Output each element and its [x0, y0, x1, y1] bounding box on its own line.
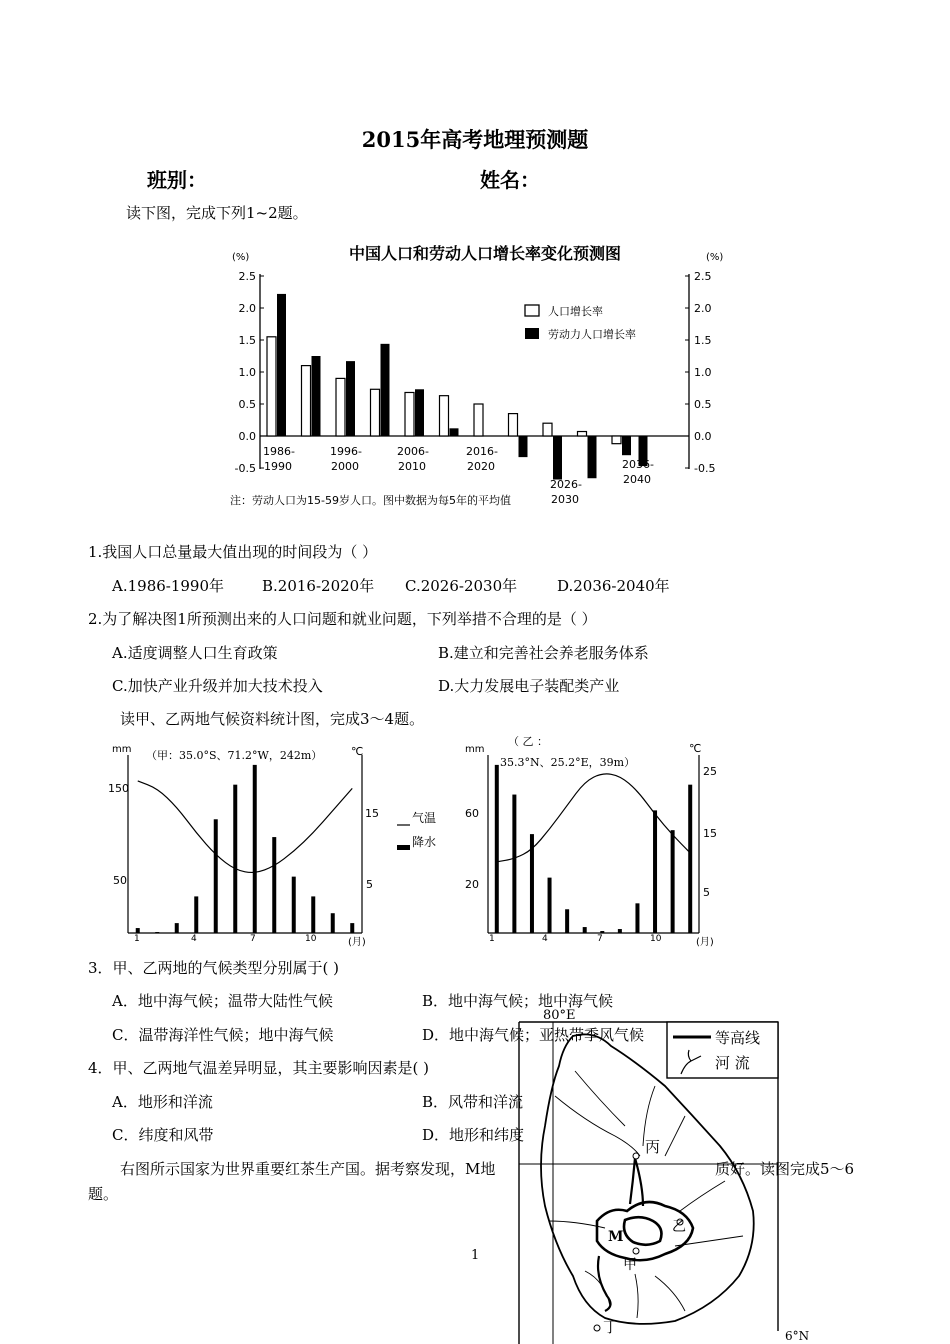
bar-labor-2021-2025: [519, 436, 528, 457]
yi-title-line2: 35.3°N、25.2°E，39m）: [500, 756, 636, 769]
bar-labor-1996-2000: [346, 361, 355, 436]
y-tick-label-left: 1.5: [238, 334, 256, 347]
river: [635, 1274, 638, 1318]
jia-xtick-4: 4: [191, 934, 197, 944]
jia-rtick-15: 15: [365, 807, 379, 820]
yi-ytick-60: 60: [465, 807, 479, 820]
yi-ytick-20: 20: [465, 878, 479, 891]
bar-population-1991-1995: [302, 366, 311, 436]
precip-bar-month-8: [272, 837, 276, 933]
place-ding-label: 丁: [603, 1318, 619, 1336]
precip-bar-month-10: [653, 810, 657, 933]
place-yi-label: 乙: [672, 1219, 686, 1235]
precip-bar-month-3: [175, 923, 179, 933]
chart-note: 注：劳动人口为15-59岁人口。图中数据为每5年的平均值: [230, 494, 511, 507]
legend-label-labor: 劳动力人口增长率: [548, 328, 636, 341]
page-title: 2015年高考地理预测题: [361, 127, 589, 152]
jia-temperature-line: [138, 781, 353, 872]
x-tick-label: 1996-: [330, 445, 362, 458]
q3-option-c[interactable]: C．温带海洋性气候；地中海气候: [112, 1026, 334, 1044]
jia-xtick-1: 1: [134, 934, 140, 944]
population-growth-chart: [220, 236, 740, 516]
yi-unit-mm: mm: [465, 744, 485, 755]
bar-population-2036-2040: [612, 436, 621, 444]
yi-rtick-5: 5: [703, 886, 710, 899]
x-tick-label: 2000: [331, 460, 359, 473]
y-tick-label-left: 0.5: [238, 398, 256, 411]
q2-stem: 2.为了解决图1所预测出来的人口问题和就业问题，下列举措不合理的是（ ）: [88, 610, 597, 628]
precip-bar-month-6: [583, 927, 587, 933]
yi-xtick-4: 4: [542, 934, 548, 944]
jia-xtick-10: 10: [305, 934, 317, 944]
precip-bar-month-10: [311, 896, 315, 933]
precip-bar-month-8: [618, 929, 622, 933]
jia-unit-mm: mm: [112, 744, 132, 755]
precip-bar-month-12: [350, 923, 354, 933]
precip-bar-month-4: [194, 896, 198, 933]
precip-bar-month-6: [233, 785, 237, 933]
precip-bar-month-2: [155, 932, 159, 933]
legend-label-population: 人口增长率: [548, 305, 603, 318]
bar-population-1986-1990: [267, 337, 276, 436]
q2-option-b[interactable]: B.建立和完善社会养老服务体系: [438, 644, 649, 662]
legend-river-label: 河 流: [715, 1054, 750, 1072]
bar-labor-1986-1990: [277, 294, 286, 436]
q1-stem: 1.我国人口总量最大值出现的时间段为（ ）: [88, 543, 378, 561]
x-tick-label: 2020: [467, 460, 495, 473]
precip-bar-month-11: [331, 913, 335, 933]
legend-swatch-labor: [525, 328, 539, 339]
bar-labor-1991-1995: [312, 356, 321, 436]
jia-title: （甲：35.0°S、71.2°W，242m）: [146, 749, 323, 762]
section3-intro-tail: 质好。读图完成5～6: [715, 1160, 855, 1178]
yi-xtick-7: 7: [597, 934, 603, 944]
x-tick-label: 2010: [398, 460, 426, 473]
q1-option-c[interactable]: C.2026-2030年: [405, 577, 518, 595]
y-tick-label-left: 1.0: [238, 366, 256, 379]
y-tick-label-left: 2.0: [238, 302, 256, 315]
precip-bar-month-1: [136, 928, 140, 933]
precip-bar-month-2: [512, 795, 516, 933]
legend-precip-label: 降水: [412, 835, 437, 849]
precip-bar-month-4: [548, 878, 552, 933]
river: [575, 1071, 625, 1126]
place-bing-label: 丙: [645, 1138, 661, 1156]
bar-population-2026-2030: [543, 423, 552, 436]
q1-option-d[interactable]: D.2036-2040年: [557, 577, 670, 595]
q4-stem: 4．甲、乙两地气温差异明显，其主要影响因素是( ): [88, 1059, 430, 1077]
q2-option-c[interactable]: C.加快产业升级并加大技术投入: [112, 677, 323, 695]
section1-intro: 读下图，完成下列1~2题。: [126, 204, 308, 222]
contour-line-inner: [624, 1217, 661, 1245]
place-ding-marker: [594, 1325, 600, 1331]
class-label: 班别：: [147, 168, 207, 192]
x-tick-label: 2036-: [622, 458, 654, 471]
jia-rtick-5: 5: [366, 878, 373, 891]
yi-title-line1: （ 乙 ：: [508, 735, 548, 748]
q4-option-c[interactable]: C．纬度和风带: [112, 1126, 214, 1144]
y-tick-label-right: 0.0: [694, 430, 712, 443]
country-map: [515, 1006, 815, 1344]
jia-xlabel: (月): [348, 937, 366, 948]
y-tick-label-left: 2.5: [238, 270, 256, 283]
y-tick-label-right: 1.5: [694, 334, 712, 347]
q3-stem: 3．甲、乙两地的气候类型分别属于( ): [88, 959, 340, 977]
y-tick-label-left: -0.5: [234, 462, 256, 475]
yi-rtick-15: 15: [703, 827, 717, 840]
section3-intro: 右图所示国家为世界重要红茶生产国。据考察发现，M地: [120, 1160, 496, 1178]
precip-bar-month-9: [635, 903, 639, 933]
jia-ytick-50: 50: [113, 874, 127, 887]
q1-option-a[interactable]: A.1986-1990年: [112, 577, 225, 595]
precip-bar-month-9: [292, 877, 296, 933]
precip-bar-month-5: [565, 909, 569, 933]
x-tick-label: 2026-: [550, 478, 582, 491]
chart-title: 中国人口和劳动人口增长率变化预测图: [348, 244, 622, 263]
bar-labor-2011-2015: [450, 428, 459, 436]
y-tick-label-right: 2.0: [694, 302, 712, 315]
jia-xtick-7: 7: [250, 934, 256, 944]
section3-intro-end: 题。: [88, 1185, 119, 1203]
yi-unit-c: ℃: [689, 742, 702, 755]
river: [585, 1271, 610, 1306]
yi-xtick-10: 10: [650, 934, 662, 944]
place-m-label: M: [608, 1229, 624, 1245]
bar-labor-2031-2035: [588, 436, 597, 478]
climate-chart-yi: [465, 735, 717, 948]
q3-option-b[interactable]: B．地中海气候；地中海气候: [422, 992, 614, 1010]
jia-ytick-150: 150: [108, 782, 129, 795]
q2-option-a[interactable]: A.适度调整人口生育政策: [112, 644, 278, 662]
bar-labor-2006-2010: [415, 389, 424, 436]
climate-charts: [100, 735, 740, 955]
longitude-label: 80°E: [543, 1008, 576, 1023]
bar-labor-2036-2040: [622, 436, 631, 455]
q3-option-d[interactable]: D．地中海气候；亚热带季风气候: [422, 1026, 645, 1044]
bar-population-2031-2035: [578, 432, 587, 436]
name-label: 姓名：: [480, 168, 540, 192]
bar-population-2021-2025: [509, 414, 518, 436]
precip-bar-month-11: [671, 830, 675, 933]
place-bing-marker: [633, 1153, 639, 1159]
river: [665, 1116, 685, 1156]
q4-option-d[interactable]: D．地形和纬度: [422, 1126, 525, 1144]
climate-chart-jia: [108, 744, 379, 948]
bar-population-2006-2010: [405, 392, 414, 436]
q2-option-d[interactable]: D.大力发展电子装配类产业: [438, 677, 620, 695]
x-tick-label: 2016-: [466, 445, 498, 458]
river: [643, 1086, 655, 1146]
contour-ridge: [630, 1158, 643, 1206]
latitude-label: 6°N: [785, 1329, 810, 1343]
section2-intro: 读甲、乙两地气候资料统计图，完成3～4题。: [120, 710, 425, 728]
q3-option-a[interactable]: A．地中海气候；温带大陆性气候: [112, 992, 333, 1010]
bar-population-2016-2020: [474, 404, 483, 436]
x-tick-label: 2030: [551, 493, 579, 506]
y-axis-unit-right: (%): [706, 252, 724, 263]
yi-temperature-line: [497, 774, 690, 862]
precip-bar-month-5: [214, 819, 218, 933]
q4-option-b[interactable]: B．风带和洋流: [422, 1093, 524, 1111]
page-number: 1: [471, 1248, 480, 1263]
x-tick-label: 1986-: [263, 445, 295, 458]
y-tick-label-right: 0.5: [694, 398, 712, 411]
place-jia-label: 甲: [623, 1257, 637, 1273]
river: [680, 1181, 725, 1211]
legend-swatch-population: [525, 305, 539, 316]
legend-contour-label: 等高线: [715, 1029, 761, 1047]
bar-population-1996-2000: [336, 378, 345, 436]
y-tick-label-left: 0.0: [238, 430, 256, 443]
bar-labor-2026-2030: [553, 436, 562, 480]
yi-rtick-25: 25: [703, 765, 717, 778]
bar-labor-2001-2005: [381, 344, 390, 436]
river: [555, 1096, 640, 1156]
jia-unit-c: ℃: [351, 745, 364, 758]
precip-bar-month-7: [600, 931, 604, 933]
bar-population-2001-2005: [371, 389, 380, 436]
x-tick-label: 2040: [623, 473, 651, 486]
precip-bar-month-12: [688, 785, 692, 933]
place-jia-marker: [633, 1248, 639, 1254]
q1-option-b[interactable]: B.2016-2020年: [262, 577, 375, 595]
x-tick-label: 1990: [264, 460, 292, 473]
yi-xtick-1: 1: [489, 934, 495, 944]
legend-temp-label: 气温: [412, 811, 437, 825]
q4-option-a[interactable]: A．地形和洋流: [112, 1093, 213, 1111]
y-axis-unit-left: (%): [232, 252, 250, 263]
legend-precip-swatch: [397, 845, 410, 850]
y-tick-label-right: 2.5: [694, 270, 712, 283]
yi-xlabel: (月): [696, 937, 714, 948]
precip-bar-month-7: [253, 765, 257, 933]
y-tick-label-right: -0.5: [694, 462, 716, 475]
bar-population-2011-2015: [440, 396, 449, 436]
x-tick-label: 2006-: [397, 445, 429, 458]
bar-labor-2016-2020: [484, 436, 493, 437]
river: [655, 1276, 685, 1311]
y-tick-label-right: 1.0: [694, 366, 712, 379]
precip-bar-month-1: [495, 765, 499, 933]
